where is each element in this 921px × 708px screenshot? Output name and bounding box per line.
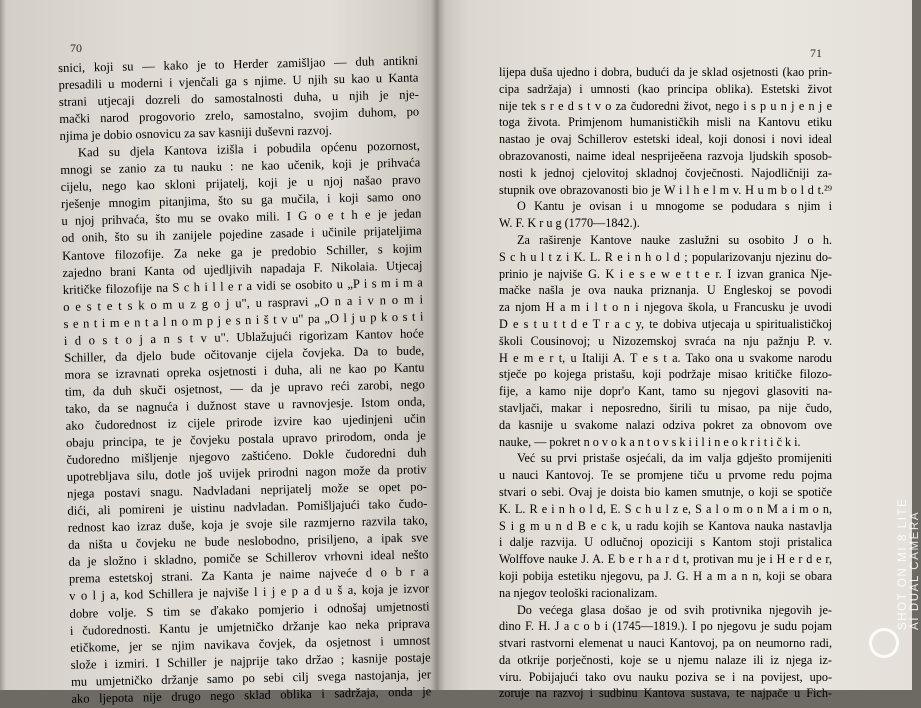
text-line: na njegov teološki racionalizam. (499, 585, 658, 600)
text-line: D e s t u t t d e T r a c y, te dobiva utjecaja u spiritualističkoj (499, 316, 832, 331)
text-line: presadili u moderni i vjenčali ga s njime. U njih su kao u Kanta (58, 70, 419, 93)
text-line: i dalje razvija. U odlučnoj opoziciji s Kantom stoji pristalica (499, 535, 832, 550)
text-line: v o l j a, kod Schillera je najviše l i j e p a d u š a, koja je izvor (69, 581, 430, 604)
text-line: dobre volje. S tim se ďakako pomjerio i odnošaj umjetnosti (69, 598, 430, 621)
text-line: Kad su djela Kantova izišla i pobudila općenu pozornost, (77, 138, 421, 160)
text-line: da je složno i skladno, pomiče se Schillerov vrhovni ideal nešto (68, 547, 429, 570)
text-line: K. L. R e i n h o l d, E. S c h u l z e, S a l o m o n M a i m o n, (499, 501, 832, 516)
text-line: ako ljepota nije drugo nego sklad oblika i sadržaja, onda je (71, 684, 432, 706)
camera-logo-icon (869, 628, 899, 658)
text-line: s e n t i m e n t a l n o m p j e s n i š t v u" pa „O l j u p k o s t i (63, 309, 424, 331)
text-line: od onih, što su ih zanijele pojedine zasade i učinile prijateljima (61, 223, 422, 246)
text-line: stupnik ove obrazovanosti bio je W i l h e l m v. H u m b o l d t.²⁹ (499, 182, 832, 197)
text-line: Schiller, da djelo bude očitovanje cijela čovjeka. Da to bude, (64, 343, 425, 365)
text-line: nije tek s r e d s t v o za čudoredni život, nego i s p u n j e n j e (499, 98, 832, 113)
text-line: upotrebljava silu, dotle još uvijek prirodni nagon može da protiv (66, 462, 427, 485)
text-line: u nauci Kantovoj. Te se promjene tiču u prvome redu pojma (499, 468, 832, 483)
text-line: i čudorednosti. Kantu je umjetničko držanje kao neka priprava (69, 615, 431, 638)
text-line: H e m e r t, u Italiji A. T e s t a. Tako ona u svakome narodu (499, 350, 832, 365)
text-line: stvari rastvorni elemenat u nauci Kantovoj, pa on neumorno radi, (499, 636, 832, 651)
text-line: strani utjecaji dozreli do samostalnosti duha, u njih je nje- (58, 87, 419, 110)
text-line: njega postavi snagu. Nadvladani neprijatelj može se opet po- (66, 479, 428, 502)
text-line: da ništa u čovjeku ne bude neslobodno, prisiljeno, a ipak sve (68, 530, 429, 553)
text-line: rednost kao izraz duše, koja je svoje sile razmjerno razvila tako, (67, 513, 428, 536)
camera-watermark (875, 440, 921, 630)
watermark-line-1: SHOT ON MI 8 LITE (897, 497, 909, 630)
text-line: zoruje na razvoj i sudbinu Kantova sustava, te najpače u Fich- (499, 686, 832, 701)
text-line: tim, da duh skuči osjetnost, — da je upravo reći zarobi, nego (64, 377, 426, 399)
text-line: stavljači, makar i neposredno, širili tu misao, pa nije čudo, (499, 400, 832, 415)
text-line: njima je dobio osnovicu za sav kasniji duševni razvoj. (59, 123, 333, 144)
left-page-number: 70 (70, 41, 82, 55)
text-line: slože i izmiri. I Schiller je najprije tako držao ; kasnije postaje (70, 649, 431, 672)
text-line: fije, a kamo nije dopr'o Kant, tamo su njegovi glasoviti na- (499, 384, 832, 399)
text-line: da kasnije u svakome nalazi odziva pokret za obnovom ove (499, 417, 832, 432)
text-line: nosti k jednoj cjelovitoj skladnoj čovječnosti. Najodličniji za- (499, 165, 832, 180)
text-line: mačke našla je ova nauka priznanja. U Engleskoj se povodi (499, 283, 832, 298)
left-page-text (58, 52, 431, 707)
text-line: O Kantu je ovisan i u mnogome se podudara s njim i (517, 199, 832, 214)
text-line: čudoredno mišljenje njegovo zaštićeno. Dokle čudoredni duh (66, 445, 427, 467)
text-line: S c h u l t z i K. L. R e i n h o l d ; popularizovanju njezinu do- (499, 249, 832, 264)
text-line: viru. Pobijajući tako ovu nauku poziva se i na povijest, upo- (499, 669, 832, 684)
watermark-line-2: AI DUAL CAMERA (909, 510, 921, 630)
text-line: obaju principa, te je čovjeku postala upravo prirodom, onda je (65, 428, 427, 450)
right-page-number: 71 (810, 46, 822, 60)
text-line: nauke, — pokret n o v o k a n t o v s k i i l i n e o k r i t i č k i. (499, 434, 801, 449)
text-line: stvari o sebi. Ovaj je doista bio kamen smutnje, o koji se spotiče (499, 484, 832, 499)
text-line: Kantove filozofije. Za neke ga je predobio Schiller, s kojim (61, 240, 423, 263)
text-line: Do većega glasa došao je od svih protivnika njegovih je- (517, 602, 832, 617)
text-line: koji pobija estetiku njegovu, pa J. G. H a m a n n, koji se obara (499, 568, 832, 583)
text-line: prinio je najviše G. K i e s e w e t t e r. I izvan granica Nje- (499, 266, 832, 281)
text-line: toga života. Primjenom humanističkih misli na Kantovu etiku (499, 115, 832, 130)
text-line: lijepa duša ujedno i dobra, budući da je sklad osjetnosti (kao prin- (499, 65, 832, 79)
text-line: snici, koji su — kako je to Herder zamišljao — duh antikni (58, 53, 419, 75)
text-line: o e s t e t s k o m u z g o j u", u raspravi „O n a i v n o m i (63, 292, 424, 314)
text-line: S i g m u n d B e c k, u radu kojih se Kantova nauka nastavlja (499, 518, 832, 533)
page-edge-shadow (0, 0, 6, 690)
text-line: cipa sadržaja) i umnosti (kao principa oblika). Estetski život (499, 81, 832, 96)
text-line: obrazovanosti, naime ideal nesprijeěena razvoja ljudskih sposob- (499, 148, 832, 163)
text-line: Za raširenje Kantove nauke zaslužni su osobito J o h. (517, 232, 832, 247)
text-line: da otkrije porječnosti, koje se u njemu nalaze ili iz njega iz- (499, 652, 832, 667)
text-line: mački narod progovorio zrelo, samostalno, svojim duhom, po (59, 104, 420, 127)
text-line: nastao je ovaj Schillerov estetski ideal, koji donosi i novi ideal (499, 132, 832, 147)
right-page-text (499, 64, 832, 702)
text-line: kritičke filozofije na S c h i l l e r a vidi se osobito u „P i s m i m a (62, 275, 423, 297)
text-line: Već su prvi pristaše osjećali, da im valja gdješto promijeniti (517, 451, 832, 466)
text-line: tako, da se nagnuća i dužnost stave u ravnovjesje. Istom onda, (65, 394, 426, 416)
text-line: stječe po kojega pristašu, koji podržaje misao kritičke filozo- (499, 367, 832, 382)
text-line: i d o s t o j a n s t v u". Ublažujući rigorizam Kantov hoće (63, 326, 424, 348)
book-gutter (431, 0, 445, 690)
text-line: ako čudorednost iz cijele prirode izvire kao ujedinjeni učin (65, 411, 426, 433)
text-line: zajedno brani Kanta od ujedljivih napadaja F. Nikolaia. Utjecaj (62, 257, 423, 280)
text-line: W. F. K r u g (1770—1842.). (499, 216, 640, 231)
text-line: prema estetskoj strani. Za Kanta je naime najveće d o b r a (68, 564, 429, 587)
text-line: rješenje mnogim pitanjima, što su ga mučila, i koji samo ono (60, 189, 422, 212)
text-line: za njom H a m i l t o n i njegova škola, u Francusku je uvodi (499, 300, 832, 315)
text-line: Wolffove nauke J. A. E b e r h a r d t, protivan mu je i H e r d e r, (499, 552, 832, 567)
text-line: mu umjetničko držanje samo po sebi cilj svega nastojanja, jer (70, 667, 432, 689)
text-line: dići, ali pomireni je uistinu nadvladan. Pomišljajući tako čudo- (67, 496, 428, 519)
text-line: u njoj prihvaća, što mu se ovako mili. I G o e t h e je jedan (61, 206, 422, 229)
text-line: mora se izravnati opreka osjetnosti i duha, ali ne kao po Kantu (64, 360, 425, 382)
text-line: mnogi se zanio za tu nauku : ne kao učenik, koji je prihvaća (60, 155, 421, 178)
text-line: etičkome, jer se njim navikava čovjek, da osjetnost i umnost (70, 632, 431, 655)
text-line: cijelu, nego kao skloni prijatelj, koji je u njoj našao pravo (60, 172, 421, 195)
text-line: dino F. H. J a c o b i (1745—1819.). I po njegovu je sudu pojam (499, 619, 832, 634)
text-line: školi Cousinovoj; u Nizozemskoj svraća na nju pažnju P. v. (499, 333, 832, 348)
